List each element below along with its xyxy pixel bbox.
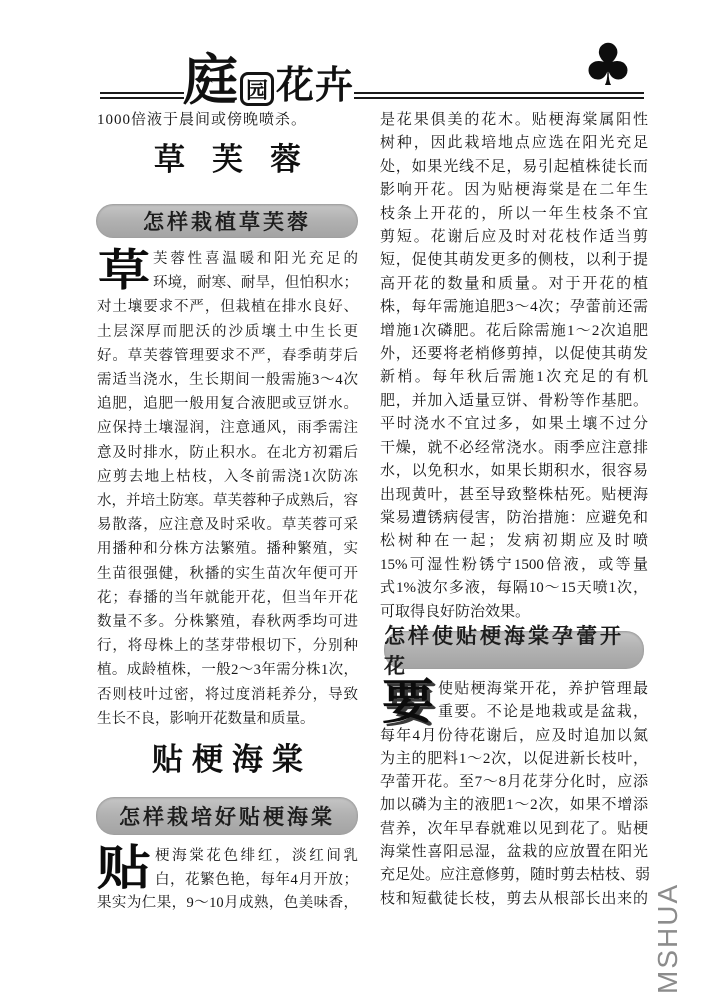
text-line: 数量不多。分株繁殖，春秋两季均可进 <box>97 614 358 631</box>
indented-lines <box>97 247 358 295</box>
full-lines <box>97 295 358 731</box>
book-logo <box>183 49 355 111</box>
text-line: 追肥，追肥一般用复合液肥或豆饼水。 <box>97 396 358 413</box>
text-line: 树种，因此栽培地点应选在阳光充足 <box>380 135 648 152</box>
logo-character-yuan-boxed: 园 <box>240 72 274 106</box>
indented-lines <box>380 676 648 729</box>
text-line: 对土壤要求不严，但栽植在排水良好、 <box>97 299 358 316</box>
full-lines <box>97 892 358 916</box>
text-line: 应保持土壤湿润，注意通风，雨季需注 <box>97 420 358 437</box>
section-banner <box>384 625 644 678</box>
article-title-tieggenghaitang: 贴梗海棠 <box>152 742 312 777</box>
text-line: 平时浇水不宜过多，如果土壤不过分 <box>380 416 648 433</box>
drop-cap-yao: 要 <box>382 676 434 729</box>
text-line: 行，将母株上的茎芽带根切下，分别种 <box>97 638 358 655</box>
text-line: 土层深厚而肥沃的沙质壤土中生长更 <box>97 323 358 340</box>
text-line: 肥，并加入适量豆饼、骨粉等作基肥。 <box>380 392 648 409</box>
section-banner-label: 怎样栽植草芙蓉 <box>143 211 311 234</box>
full-lines <box>380 109 648 624</box>
text-line: 每年4月份待花谢后，应及时追加以氮 <box>380 727 648 744</box>
text-line: 重要。不论是地栽或是盆栽， <box>438 704 648 721</box>
text-line: 孕蕾开花。至7～8月花芽分化时，应添 <box>380 774 648 791</box>
text-line: 使贴梗海棠开花，养护管理最 <box>438 681 648 697</box>
section-banner-label: 怎样使贴梗海棠孕蕾开花 <box>384 625 624 678</box>
full-lines <box>380 725 651 911</box>
drop-cap-cao: 草 <box>98 246 150 295</box>
text-line: 用播种和分株方法繁殖。播种繁殖，实 <box>97 541 358 558</box>
text-line: 剪短。花谢后应及时对花枝作适当剪 <box>380 229 648 246</box>
text-line: 易散落，应注意及时采收。草芙蓉可采 <box>97 517 358 534</box>
paragraph <box>380 678 651 911</box>
watermark: MSHUA <box>652 882 683 994</box>
text-line: 水，以免积水，如果长期积水，很容易 <box>380 463 648 480</box>
indented-lines <box>97 842 358 895</box>
text-line: 否则枝叶过密，将过度消耗养分，导致 <box>97 686 358 703</box>
section-banner <box>96 797 358 835</box>
text-line: 意及时排水，防止积水。在北方初霜后 <box>97 444 358 461</box>
section-banner <box>96 204 358 238</box>
intro-line: 1000倍液于晨间或傍晚喷杀。 <box>97 112 308 128</box>
text-line: 加以磷为主的液肥1～2次，如果不增添 <box>380 797 648 814</box>
text-line: 生苗很强健，秋播的实生苗次年便可开 <box>97 565 358 582</box>
text-line: 果实为仁果，9～10月成熟，色美味香， <box>97 895 358 911</box>
text-line: 芙蓉性喜温暖和阳光充足的 <box>153 251 358 267</box>
text-line: 好。草芙蓉管理要求不严，春季萌芽后 <box>97 347 358 364</box>
text-line: 为主的肥料1～2次，以促进新长枝叶， <box>380 750 648 767</box>
text-line: 是花果俱美的花木。贴梗海棠属阳性 <box>380 112 648 128</box>
text-line: 生长不良，影响开花数量和质量。 <box>97 710 315 727</box>
logo-character-ting: 庭 <box>183 49 239 111</box>
text-line: 植。成龄植株，一般2～3年需分株1次， <box>97 662 358 679</box>
text-line: 式1%波尔多液，每隔10～15天喷1次， <box>380 580 648 597</box>
text-line: 影响开花。因为贴梗海棠是在二年生 <box>380 182 648 199</box>
article-title-caofurong: 草芙蓉 <box>154 142 328 177</box>
text-line: 海棠性喜阳忌湿，盆栽的应放置在阳光 <box>380 844 648 861</box>
text-line: 高开花的数量和质量。对于开花的植 <box>380 275 648 292</box>
text-line: 增施1次磷肥。花后除需施1～2次追肥 <box>380 322 648 339</box>
text-line: 15%可湿性粉锈宁1500倍液，或等量 <box>380 556 648 573</box>
header-rule-left <box>100 92 184 99</box>
text-line: 应剪去地上枯枝，入冬前需浇1次防冻 <box>97 468 358 485</box>
text-line: 充足处。应注意修剪，随时剪去枯枝、弱 <box>380 867 651 884</box>
text-line: 干燥，就不必经常浇水。雨季应注意排 <box>380 439 648 456</box>
text-line: 处，如果光线不足，易引起植株徒长而 <box>380 158 648 175</box>
text-line: 梗海棠花色绯红，淡红间乳 <box>155 848 358 864</box>
text-line: 需适当浇水，生长期间一般需施3～4次 <box>97 372 358 389</box>
text-line: 短，促使其萌发更多的侧枝，以利于提 <box>380 252 648 269</box>
text-line: 可取得良好防治效果。 <box>380 603 531 620</box>
text-line: 新梢。每年秋后需施1次充足的有机 <box>380 369 648 386</box>
text-line: 环境，耐寒、耐旱，但怕积水； <box>153 275 358 292</box>
text-line: 花；春播的当年就能开花，但当年开花 <box>97 589 358 606</box>
text-line: 株，每年需施追肥3～4次；孕蕾前还需 <box>380 299 648 316</box>
text-line: 枝条上开花的，所以一年生枝条不宜 <box>380 205 648 222</box>
text-line: 枝和短截徒长枝，剪去从根部长出来的 <box>380 890 648 907</box>
text-line: 出现黄叶，甚至导致整株枯死。贴梗海 <box>380 486 648 503</box>
section-banner-label: 怎样栽培好贴梗海棠 <box>119 806 335 829</box>
paragraph <box>380 109 648 624</box>
text-line: 松树种在一起；发病初期应及时喷 <box>380 533 648 550</box>
text-line: 棠易遭锈病侵害，防治措施：应避免和 <box>380 509 648 526</box>
text-line: 水，并培土防寒。草芙蓉种子成熟后，容 <box>97 493 358 510</box>
paragraph <box>97 842 358 916</box>
text-line: 白，花繁色艳，每年4月开放； <box>155 871 358 888</box>
club-ornament-icon: ♣ <box>582 31 634 99</box>
text-line: 营养，次年早春就难以见到花了。贴梗 <box>380 820 648 837</box>
paragraph <box>97 247 358 731</box>
text-line: 外，还要将老梢修剪掉，以促使其萌发 <box>380 346 648 363</box>
logo-characters-huahui: 花卉 <box>276 65 355 107</box>
drop-cap-tie: 贴 <box>97 842 151 895</box>
